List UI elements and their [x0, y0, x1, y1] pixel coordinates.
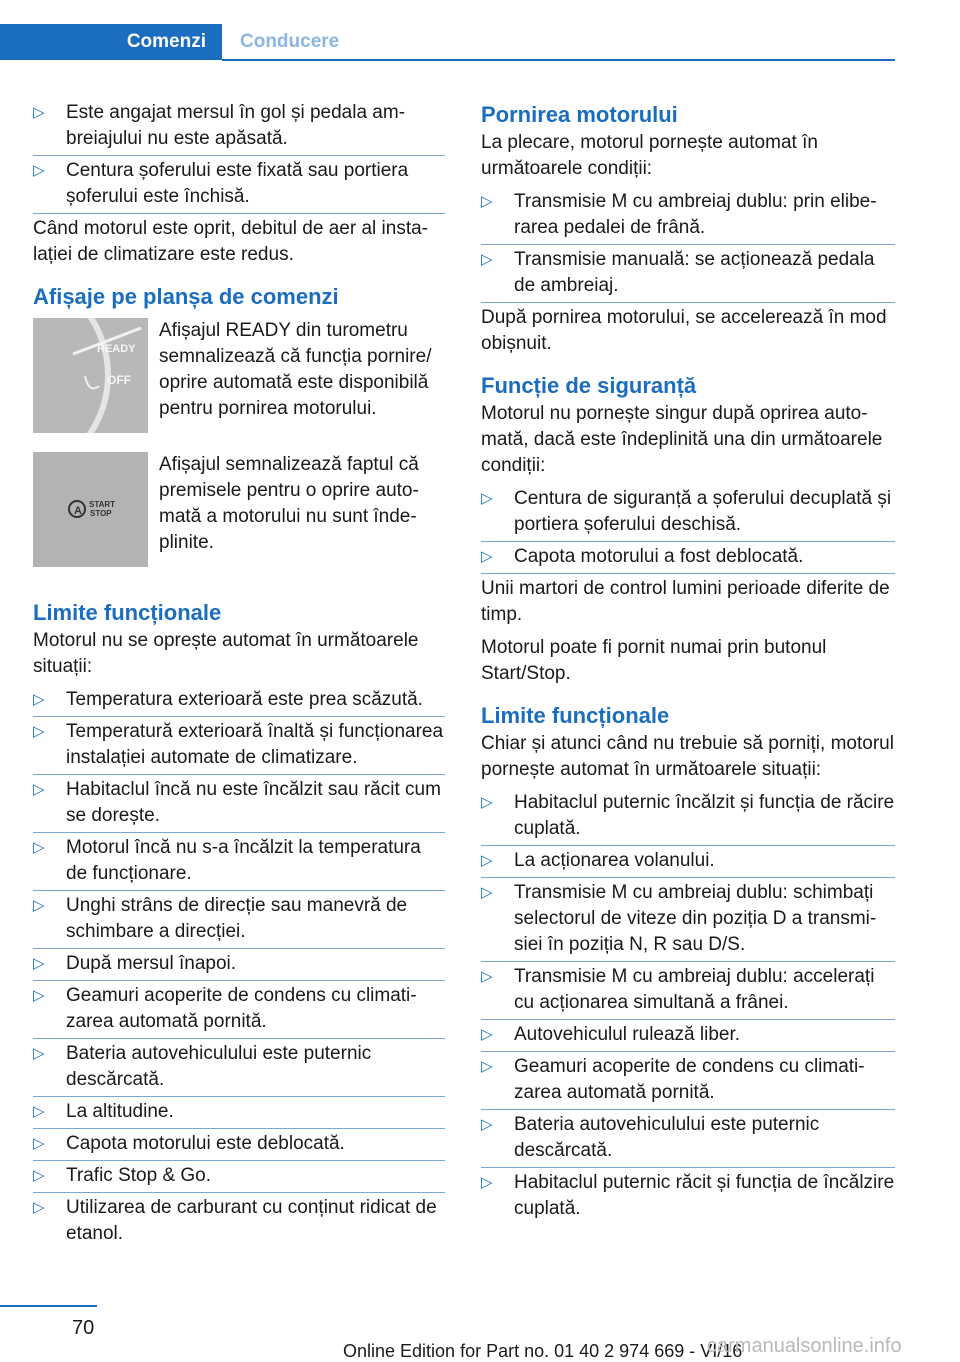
svg-text:STOP: STOP — [90, 509, 112, 518]
figure-caption: Afișajul READY din turometru semnalizează că funcția pornire/ oprire automată este disponibilă pentru pornirea motorului. — [159, 320, 432, 419]
right-column — [481, 100, 895, 1228]
triangle-bullet-icon: ▷ — [481, 251, 493, 268]
triangle-bullet-icon: ▷ — [481, 794, 493, 811]
top-bullet-list — [33, 100, 445, 210]
heading-limite-2: Limite funcționale — [481, 703, 670, 728]
paragraph: Motorul nu pornește singur după oprirea automată, dacă este îndeplinită una din următoarele condiții: — [481, 403, 883, 476]
list-item: ▷ La acționarea volanului. — [481, 848, 895, 874]
paragraph: Motorul nu se oprește automat în următoarele situații: — [33, 630, 419, 677]
list-item: ▷ Transmisie M cu ambreiaj dublu: accelerați cu acționarea simultană a frânei. — [481, 964, 895, 1016]
list-item: ▷ Temperatura exterioară este prea scăzută. — [33, 687, 445, 713]
figure-start-stop — [33, 452, 445, 584]
heading-pornire: Pornirea motorului — [481, 102, 678, 127]
tachometer-image — [33, 318, 148, 433]
figure-ready — [33, 318, 445, 438]
triangle-bullet-icon: ▷ — [481, 1116, 493, 1133]
triangle-bullet-icon: ▷ — [481, 490, 493, 507]
list-item: ▷ Transmisie M cu ambreiaj dublu: schimbați selectorul de viteze din poziția D a transmisiei în poziția N, R sau D/S. — [481, 880, 895, 958]
triangle-bullet-icon: ▷ — [33, 987, 45, 1004]
page-header — [0, 24, 895, 62]
triangle-bullet-icon: ▷ — [33, 1045, 45, 1062]
tab-comenzi[interactable]: Comenzi — [0, 24, 222, 60]
triangle-bullet-icon: ▷ — [481, 548, 493, 565]
list-item: ▷ După mersul înapoi. — [33, 951, 445, 977]
list-item: ▷ Bateria autovehiculului este puternic descărcată. — [33, 1041, 445, 1093]
heading-afisaje: Afișaje pe planșa de comenzi — [33, 284, 339, 309]
triangle-bullet-icon: ▷ — [33, 723, 45, 740]
list-item: ▷ Este angajat mersul în gol și pedala ambreiajului nu este apăsată. — [33, 100, 445, 152]
triangle-bullet-icon: ▷ — [481, 884, 493, 901]
triangle-bullet-icon: ▷ — [481, 852, 493, 869]
list-item: ▷ Utilizarea de carburant cu conținut ridicat de etanol. — [33, 1197, 437, 1244]
tab-conducere[interactable]: Conducere — [240, 31, 340, 52]
paragraph: Chiar și atunci când nu trebuie să porniți, motorul pornește automat în următoarele situații: — [481, 733, 894, 780]
list-item: ▷ Transmisie manuală: se acționează pedala de ambreiaj. — [481, 247, 895, 299]
list-item: ▷ Autovehiculul rulează liber. — [481, 1022, 895, 1048]
paragraph: Motorul poate fi pornit numai prin butonul Start/Stop. — [481, 637, 827, 684]
paragraph: După pornirea motorului, se accelerează în mod obișnuit. — [481, 307, 887, 354]
list-item: ▷ Habitaclul puternic încălzit și funcția de răcire cuplată. — [481, 790, 895, 842]
svg-text:A: A — [74, 505, 82, 517]
triangle-bullet-icon: ▷ — [481, 968, 493, 985]
triangle-bullet-icon: ▷ — [33, 1135, 45, 1152]
list-item: ▷ Habitaclul încă nu este încălzit sau răcit cum se dorește. — [33, 777, 445, 829]
paragraph: Când motorul este oprit, debitul de aer al instalației de climatizare este redus. — [33, 218, 428, 265]
triangle-bullet-icon: ▷ — [481, 1174, 493, 1191]
list-item: ▷ Centura șoferului este fixată sau portiera șoferului este închisă. — [33, 158, 445, 210]
page-number: 70 — [72, 1317, 95, 1339]
triangle-bullet-icon: ▷ — [33, 897, 45, 914]
triangle-bullet-icon: ▷ — [33, 1167, 45, 1184]
siguranta-bullet-list — [481, 486, 895, 570]
triangle-bullet-icon: ▷ — [33, 839, 45, 856]
triangle-bullet-icon: ▷ — [33, 162, 45, 179]
list-item: ▷ Trafic Stop & Go. — [33, 1163, 445, 1189]
watermark: carmanualsonline.info — [707, 1335, 902, 1357]
list-item: ▷ Geamuri acoperite de condens cu climatizarea automată pornită. — [33, 983, 445, 1035]
list-item: ▷ Capota motorului este deblocată. — [33, 1131, 445, 1157]
figure-caption: Afișajul semnalizează faptul că premisele pentru o oprire automată a motorului nu sunt îndeplinite. — [159, 454, 419, 553]
heading-limite: Limite funcționale — [33, 600, 222, 625]
list-item: ▷ Capota motorului a fost deblocată. — [481, 544, 895, 570]
start-stop-indicator-image — [33, 452, 148, 567]
triangle-bullet-icon: ▷ — [33, 1103, 45, 1120]
svg-text:OFF: OFF — [107, 373, 131, 387]
triangle-bullet-icon: ▷ — [33, 955, 45, 972]
pornire-bullet-list — [481, 189, 895, 299]
left-column — [33, 100, 445, 1253]
list-item: ▷ Habitaclul puternic răcit și funcția de încălzire cuplată. — [481, 1172, 895, 1219]
triangle-bullet-icon: ▷ — [33, 1199, 45, 1216]
list-item: ▷ Bateria autovehiculului este puternic descărcată. — [481, 1112, 895, 1164]
list-item: ▷ Motorul încă nu s-a încălzit la temperatura de funcționare. — [33, 835, 445, 887]
list-item: ▷ Transmisie M cu ambreiaj dublu: prin eliberarea pedalei de frână. — [481, 189, 895, 241]
list-item: ▷ Geamuri acoperite de condens cu climatizarea automată pornită. — [481, 1054, 895, 1106]
list-item: ▷ Unghi strâns de direcție sau manevră de schimbare a direcției. — [33, 893, 445, 945]
triangle-bullet-icon: ▷ — [33, 104, 45, 121]
edition-note: Online Edition for Part no. 01 40 2 974 669 - VI/16 — [343, 1341, 743, 1361]
triangle-bullet-icon: ▷ — [481, 193, 493, 210]
limite-bullet-list — [33, 687, 445, 1247]
footer-rule — [0, 1305, 97, 1307]
paragraph: La plecare, motorul pornește automat în următoarele condiții: — [481, 132, 818, 179]
triangle-bullet-icon: ▷ — [481, 1058, 493, 1075]
list-item: ▷ Centura de siguranță a șoferului decuplată și portiera șoferului deschisă. — [481, 486, 895, 538]
paragraph: Unii martori de control lumini perioade diferite de timp. — [481, 578, 890, 625]
limite2-bullet-list — [481, 790, 895, 1222]
triangle-bullet-icon: ▷ — [481, 1026, 493, 1043]
list-item: ▷ Temperatură exterioară înaltă și funcționarea instalației automate de climatizare. — [33, 719, 445, 771]
heading-siguranta: Funcție de siguranță — [481, 373, 697, 398]
triangle-bullet-icon: ▷ — [33, 691, 45, 708]
list-item: ▷ La altitudine. — [33, 1099, 445, 1125]
svg-text:START: START — [89, 500, 116, 509]
header-rule — [222, 59, 895, 61]
triangle-bullet-icon: ▷ — [33, 781, 45, 798]
svg-text:READY: READY — [97, 343, 136, 355]
